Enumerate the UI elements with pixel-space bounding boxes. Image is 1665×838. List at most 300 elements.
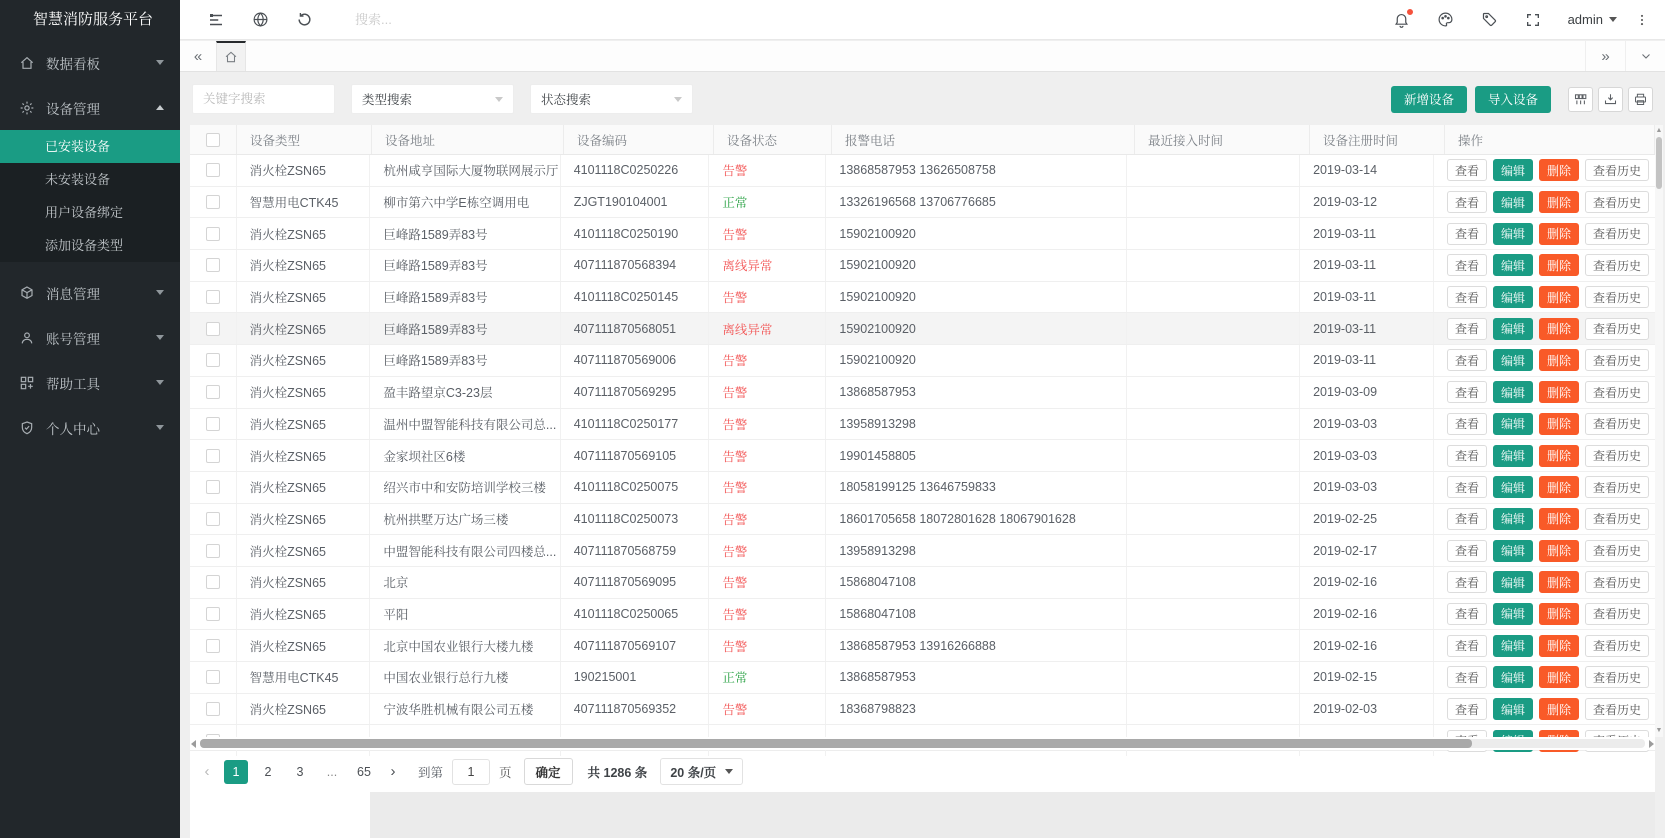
status-badge: 告警 xyxy=(722,481,748,496)
cell-device-type: 消火栓ZSN65 xyxy=(237,567,371,598)
sidebar-item-dashboard[interactable] xyxy=(0,40,180,85)
header-alarm-phone: 报警电话 xyxy=(832,125,1135,154)
table-horizontal-scrollbar[interactable] xyxy=(190,737,1655,750)
edit-button[interactable]: 编辑 xyxy=(1493,445,1533,467)
cell-register-time: 2019-03-11 xyxy=(1300,345,1434,376)
edit-button[interactable]: 编辑 xyxy=(1493,666,1533,688)
cell-device-code: 407111870569006 xyxy=(561,345,710,376)
cell-device-type: 消火栓ZSN65 xyxy=(237,250,371,281)
view-history-button[interactable]: 查看历史 xyxy=(1585,413,1649,435)
user-icon xyxy=(19,330,35,346)
view-button[interactable]: 查看 xyxy=(1447,571,1487,593)
cell-register-time: 2019-03-11 xyxy=(1300,218,1434,249)
cell-device-type: 消火栓ZSN65 xyxy=(237,472,371,503)
status-badge: 正常 xyxy=(722,671,748,686)
table-row xyxy=(190,504,1655,536)
status-badge: 离线异常 xyxy=(722,259,773,274)
cell-alarm-phone: 15902100920 xyxy=(826,218,1126,249)
sidebar-item-label: 消息管理 xyxy=(46,286,100,302)
edit-button[interactable]: 编辑 xyxy=(1493,413,1533,435)
cell-alarm-phone: 18601705658 18072801628 18067901628 xyxy=(826,504,1126,535)
delete-button[interactable]: 删除 xyxy=(1539,508,1579,530)
cell-recent-access xyxy=(1127,599,1300,630)
scroll-up-arrow-icon[interactable]: ▲ xyxy=(1655,127,1663,134)
type-search-label: 类型搜索 xyxy=(362,93,413,107)
cell-register-time: 2019-03-12 xyxy=(1300,187,1434,218)
notification-badge xyxy=(1406,8,1414,16)
table-row xyxy=(190,472,1655,504)
sidebar-item-messages[interactable] xyxy=(0,270,180,315)
view-button[interactable]: 查看 xyxy=(1447,666,1487,688)
sidebar-item-help-tools[interactable] xyxy=(0,360,180,405)
cell-device-status xyxy=(709,282,826,313)
table-row xyxy=(190,377,1655,409)
row-checkbox[interactable] xyxy=(206,290,220,304)
sidebar-item-label: 数据看板 xyxy=(46,56,100,72)
delete-button[interactable]: 删除 xyxy=(1539,540,1579,562)
cell-device-status xyxy=(709,250,826,281)
table-row xyxy=(190,218,1655,250)
delete-button[interactable]: 删除 xyxy=(1539,635,1579,657)
view-button[interactable]: 查看 xyxy=(1447,540,1487,562)
cell-actions xyxy=(1434,155,1655,186)
edit-button[interactable]: 编辑 xyxy=(1493,381,1533,403)
cell-actions xyxy=(1434,472,1655,503)
cell-device-address: 巨峰路1589弄83号 xyxy=(370,313,560,344)
row-checkbox[interactable] xyxy=(206,449,220,463)
shield-check-icon xyxy=(19,420,35,436)
table-header-row xyxy=(190,125,1655,155)
cell-device-type: 智慧用电CTK45 xyxy=(237,662,371,693)
scroll-left-arrow-icon[interactable] xyxy=(191,740,196,748)
sidebar xyxy=(0,0,180,838)
cell-device-address: 宁波华胜机械有限公司五楼 xyxy=(370,694,560,725)
cell-actions xyxy=(1434,599,1655,630)
tag-icon[interactable] xyxy=(1481,11,1498,28)
row-checkbox[interactable] xyxy=(206,639,220,653)
scrollbar-thumb[interactable] xyxy=(1656,137,1662,189)
cell-device-code: 4101118C0250145 xyxy=(561,282,710,313)
palette-icon[interactable] xyxy=(1437,11,1454,28)
cell-device-status xyxy=(709,377,826,408)
cell-device-address: 中国农业银行总行九楼 xyxy=(370,662,560,693)
view-button[interactable]: 查看 xyxy=(1447,349,1487,371)
cell-alarm-phone: 19901458805 xyxy=(826,440,1126,471)
cell-register-time: 2019-02-15 xyxy=(1300,662,1434,693)
view-history-button[interactable]: 查看历史 xyxy=(1585,191,1649,213)
delete-button[interactable]: 删除 xyxy=(1539,286,1579,308)
cell-device-status xyxy=(709,218,826,249)
collapse-menu-icon[interactable] xyxy=(207,11,225,29)
delete-button[interactable]: 删除 xyxy=(1539,381,1579,403)
cell-recent-access xyxy=(1127,662,1300,693)
view-history-button[interactable]: 查看历史 xyxy=(1585,666,1649,688)
view-history-button[interactable]: 查看历史 xyxy=(1585,223,1649,245)
cell-register-time: 2019-03-14 xyxy=(1300,155,1434,186)
cell-device-address: 杭州咸亨国际大厦物联网展示厅 xyxy=(370,155,560,186)
view-history-button[interactable]: 查看历史 xyxy=(1585,286,1649,308)
cell-device-type: 消火栓ZSN65 xyxy=(237,218,371,249)
edit-button[interactable]: 编辑 xyxy=(1493,159,1533,181)
username: admin xyxy=(1567,12,1603,27)
view-button[interactable]: 查看 xyxy=(1447,476,1487,498)
delete-button[interactable]: 删除 xyxy=(1539,603,1579,625)
sidebar-subitem[interactable]: 用户设备绑定 xyxy=(45,205,124,220)
cell-device-type: 消火栓ZSN65 xyxy=(237,504,371,535)
sidebar-item-personal[interactable] xyxy=(0,405,180,450)
edit-button[interactable]: 编辑 xyxy=(1493,254,1533,276)
cell-device-type: 消火栓ZSN65 xyxy=(237,409,371,440)
chevron-down-icon xyxy=(156,425,164,430)
sidebar-item-devices[interactable] xyxy=(0,85,180,130)
view-button[interactable]: 查看 xyxy=(1447,254,1487,276)
cell-recent-access xyxy=(1127,155,1300,186)
edit-button[interactable]: 编辑 xyxy=(1493,286,1533,308)
edit-button[interactable]: 编辑 xyxy=(1493,318,1533,340)
view-history-button[interactable]: 查看历史 xyxy=(1585,159,1649,181)
cell-actions xyxy=(1434,630,1655,661)
delete-button[interactable]: 删除 xyxy=(1539,413,1579,435)
cell-alarm-phone: 15902100920 xyxy=(826,313,1126,344)
cell-alarm-phone: 15868047108 xyxy=(826,599,1126,630)
kebab-menu-icon[interactable] xyxy=(1635,12,1649,28)
cell-device-address: 绍兴市中和安防培训学校三楼 xyxy=(370,472,560,503)
row-checkbox[interactable] xyxy=(206,607,220,621)
table-row xyxy=(190,535,1655,567)
prev-page-icon[interactable]: ‹ xyxy=(204,763,210,780)
cell-device-status xyxy=(709,187,826,218)
view-button[interactable]: 查看 xyxy=(1447,318,1487,340)
print-icon[interactable] xyxy=(1628,87,1653,112)
chevron-down-icon xyxy=(674,97,682,102)
export-icon[interactable] xyxy=(1598,87,1623,112)
row-checkbox[interactable] xyxy=(206,227,220,241)
edit-button[interactable]: 编辑 xyxy=(1493,603,1533,625)
table-row xyxy=(190,313,1655,345)
table-row xyxy=(190,567,1655,599)
edit-button[interactable]: 编辑 xyxy=(1493,508,1533,530)
goto-page-input[interactable] xyxy=(452,759,490,785)
type-search-select[interactable] xyxy=(351,84,514,114)
status-badge: 告警 xyxy=(722,291,748,306)
view-button[interactable]: 查看 xyxy=(1447,508,1487,530)
row-checkbox[interactable] xyxy=(206,575,220,589)
cell-alarm-phone: 15902100920 xyxy=(826,282,1126,313)
edit-button[interactable]: 编辑 xyxy=(1493,698,1533,720)
cell-actions xyxy=(1434,535,1655,566)
cell-register-time: 2019-03-03 xyxy=(1300,409,1434,440)
row-checkbox[interactable] xyxy=(206,417,220,431)
delete-button[interactable]: 删除 xyxy=(1539,349,1579,371)
cell-recent-access xyxy=(1127,440,1300,471)
cell-device-address: 温州中盟智能科技有限公司总... xyxy=(370,409,560,440)
view-button[interactable]: 查看 xyxy=(1447,603,1487,625)
cell-recent-access xyxy=(1127,630,1300,661)
import-device-button[interactable]: 导入设备 xyxy=(1475,86,1551,113)
table-vertical-scrollbar[interactable] xyxy=(1655,125,1663,737)
keyword-search-input[interactable] xyxy=(192,84,335,114)
scrollbar-thumb[interactable] xyxy=(200,739,1472,748)
status-badge: 告警 xyxy=(722,354,748,369)
page-button[interactable]: 2 xyxy=(264,764,272,779)
sidebar-item-accounts[interactable] xyxy=(0,315,180,360)
view-history-button[interactable]: 查看历史 xyxy=(1585,254,1649,276)
sidebar-subitem[interactable]: 未安装设备 xyxy=(45,172,111,187)
table-row xyxy=(190,630,1655,662)
main-content xyxy=(180,73,1665,838)
row-checkbox[interactable] xyxy=(206,670,220,684)
cell-actions xyxy=(1434,345,1655,376)
view-history-button[interactable]: 查看历史 xyxy=(1585,540,1649,562)
view-button[interactable]: 查看 xyxy=(1447,286,1487,308)
cell-device-type: 智慧用电CTK45 xyxy=(237,187,371,218)
cell-device-code: 407111870568394 xyxy=(561,250,710,281)
cell-actions xyxy=(1434,504,1655,535)
select-all-checkbox[interactable] xyxy=(206,133,220,147)
page-button[interactable]: 1 xyxy=(224,760,248,784)
sidebar-submenu-devices xyxy=(0,130,180,262)
row-checkbox[interactable] xyxy=(206,544,220,558)
delete-button[interactable]: 删除 xyxy=(1539,159,1579,181)
scroll-down-arrow-icon[interactable]: ▼ xyxy=(1655,727,1663,734)
columns-icon[interactable] xyxy=(1568,87,1593,112)
page-button[interactable]: 3 xyxy=(296,764,304,779)
view-button[interactable]: 查看 xyxy=(1447,223,1487,245)
cell-device-status xyxy=(709,440,826,471)
status-badge: 告警 xyxy=(722,227,748,242)
user-menu[interactable] xyxy=(1568,12,1617,27)
cell-device-code: 4101118C0250065 xyxy=(561,599,710,630)
sidebar-item-label: 设备管理 xyxy=(46,101,100,117)
cell-device-code: 407111870568051 xyxy=(561,313,710,344)
status-search-select[interactable] xyxy=(530,84,693,114)
delete-button[interactable]: 删除 xyxy=(1539,698,1579,720)
table-row xyxy=(190,440,1655,472)
status-badge: 告警 xyxy=(722,386,748,401)
cell-recent-access xyxy=(1127,472,1300,503)
table-row xyxy=(190,409,1655,441)
cell-actions xyxy=(1434,662,1655,693)
cell-device-code: 407111870568759 xyxy=(561,535,710,566)
sidebar-subitem[interactable]: 添加设备类型 xyxy=(45,238,124,253)
cell-recent-access xyxy=(1127,504,1300,535)
cell-register-time: 2019-03-03 xyxy=(1300,440,1434,471)
cell-device-status xyxy=(709,313,826,344)
add-device-button[interactable]: 新增设备 xyxy=(1391,86,1467,113)
page-button[interactable]: 65 xyxy=(357,764,371,779)
filter-bar xyxy=(190,73,1655,125)
grid-plus-icon xyxy=(19,375,35,391)
cell-alarm-phone: 15902100920 xyxy=(826,250,1126,281)
cell-recent-access xyxy=(1127,345,1300,376)
cell-register-time: 2019-02-17 xyxy=(1300,535,1434,566)
view-button[interactable]: 查看 xyxy=(1447,413,1487,435)
cell-register-time: 2019-03-09 xyxy=(1300,377,1434,408)
cell-device-status xyxy=(709,472,826,503)
delete-button[interactable]: 删除 xyxy=(1539,318,1579,340)
view-button[interactable]: 查看 xyxy=(1447,159,1487,181)
edit-button[interactable]: 编辑 xyxy=(1493,191,1533,213)
refresh-icon[interactable] xyxy=(296,11,313,28)
view-button[interactable]: 查看 xyxy=(1447,445,1487,467)
cell-device-code: 4101118C0250075 xyxy=(561,472,710,503)
cell-device-type: 消火栓ZSN65 xyxy=(237,377,371,408)
row-checkbox[interactable] xyxy=(206,512,220,526)
search-input[interactable] xyxy=(355,12,775,27)
edit-button[interactable]: 编辑 xyxy=(1493,349,1533,371)
tabs-scroll-left-icon[interactable]: « xyxy=(193,47,203,65)
cell-alarm-phone: 13958913298 xyxy=(826,409,1126,440)
header-device-type: 设备类型 xyxy=(237,125,372,154)
cell-device-status xyxy=(709,345,826,376)
view-history-button[interactable]: 查看历史 xyxy=(1585,476,1649,498)
cell-device-type: 消火栓ZSN65 xyxy=(237,313,371,344)
cell-device-status xyxy=(709,504,826,535)
footer-strip xyxy=(190,792,1655,838)
edit-button[interactable]: 编辑 xyxy=(1493,571,1533,593)
cell-device-status xyxy=(709,409,826,440)
view-button[interactable]: 查看 xyxy=(1447,635,1487,657)
status-badge: 告警 xyxy=(722,576,748,591)
cell-device-address: 平阳 xyxy=(370,599,560,630)
cell-device-status xyxy=(709,694,826,725)
view-history-button[interactable]: 查看历史 xyxy=(1585,349,1649,371)
cell-alarm-phone: 13868587953 xyxy=(826,662,1126,693)
package-icon xyxy=(19,285,35,301)
cell-register-time: 2019-02-03 xyxy=(1300,694,1434,725)
cell-recent-access xyxy=(1127,377,1300,408)
view-history-button[interactable]: 查看历史 xyxy=(1585,698,1649,720)
cell-device-address: 柳市第六中学E栋空调用电 xyxy=(370,187,560,218)
delete-button[interactable]: 删除 xyxy=(1539,445,1579,467)
view-history-button[interactable]: 查看历史 xyxy=(1585,603,1649,625)
total-count-label: 共 1286 条 xyxy=(587,765,648,780)
cell-device-address: 北京中国农业银行大楼九楼 xyxy=(370,630,560,661)
tabs-scroll-right-icon[interactable]: » xyxy=(1585,41,1625,71)
delete-button[interactable]: 删除 xyxy=(1539,254,1579,276)
tabs-menu-icon[interactable] xyxy=(1625,41,1665,71)
chevron-down-icon xyxy=(725,769,733,774)
row-checkbox[interactable] xyxy=(206,258,220,272)
delete-button[interactable]: 删除 xyxy=(1539,223,1579,245)
delete-button[interactable]: 删除 xyxy=(1539,476,1579,498)
cell-device-type: 消火栓ZSN65 xyxy=(237,599,371,630)
tab-bar xyxy=(180,41,1665,72)
cell-recent-access xyxy=(1127,187,1300,218)
cell-alarm-phone: 13868587953 13626508758 xyxy=(826,155,1126,186)
cell-device-status xyxy=(709,567,826,598)
view-button[interactable]: 查看 xyxy=(1447,698,1487,720)
view-button[interactable]: 查看 xyxy=(1447,191,1487,213)
cell-device-address: 盈丰路望京C3-23层 xyxy=(370,377,560,408)
sidebar-subitem[interactable]: 已安装设备 xyxy=(0,130,180,163)
status-badge: 告警 xyxy=(722,512,748,527)
next-page-icon[interactable]: › xyxy=(390,763,396,780)
cell-device-code: 4101118C0250073 xyxy=(561,504,710,535)
edit-button[interactable]: 编辑 xyxy=(1493,476,1533,498)
view-history-button[interactable]: 查看历史 xyxy=(1585,445,1649,467)
cell-alarm-phone: 18368798823 xyxy=(826,694,1126,725)
cell-recent-access xyxy=(1127,409,1300,440)
page-ellipsis: ... xyxy=(326,764,338,779)
cell-actions xyxy=(1434,694,1655,725)
cell-device-address: 北京 xyxy=(370,567,560,598)
edit-button[interactable]: 编辑 xyxy=(1493,223,1533,245)
edit-button[interactable]: 编辑 xyxy=(1493,540,1533,562)
cell-device-status xyxy=(709,662,826,693)
delete-button[interactable]: 删除 xyxy=(1539,191,1579,213)
view-history-button[interactable]: 查看历史 xyxy=(1585,381,1649,403)
status-badge: 告警 xyxy=(722,544,748,559)
row-checkbox[interactable] xyxy=(206,195,220,209)
cell-device-code: 407111870569107 xyxy=(561,630,710,661)
status-badge: 告警 xyxy=(722,449,748,464)
status-badge: 告警 xyxy=(722,164,748,179)
cell-recent-access xyxy=(1127,694,1300,725)
table-row xyxy=(190,250,1655,282)
cell-device-type: 消火栓ZSN65 xyxy=(237,155,371,186)
edit-button[interactable]: 编辑 xyxy=(1493,635,1533,657)
row-checkbox[interactable] xyxy=(206,702,220,716)
view-history-button[interactable]: 查看历史 xyxy=(1585,635,1649,657)
row-checkbox[interactable] xyxy=(206,163,220,177)
table-row xyxy=(190,694,1655,726)
goto-page-label: 到第 xyxy=(418,765,444,780)
view-button[interactable]: 查看 xyxy=(1447,381,1487,403)
pagination-bar xyxy=(190,750,1655,792)
cell-device-address: 巨峰路1589弄83号 xyxy=(370,345,560,376)
globe-icon[interactable] xyxy=(252,11,269,28)
sidebar-item-label: 个人中心 xyxy=(46,421,100,437)
cell-recent-access xyxy=(1127,535,1300,566)
cell-device-status xyxy=(709,630,826,661)
view-history-button[interactable]: 查看历史 xyxy=(1585,571,1649,593)
cell-register-time: 2019-03-11 xyxy=(1300,282,1434,313)
status-badge: 告警 xyxy=(722,607,748,622)
page-unit-label: 页 xyxy=(499,765,512,780)
delete-button[interactable]: 删除 xyxy=(1539,666,1579,688)
cell-register-time: 2019-02-16 xyxy=(1300,567,1434,598)
table-row xyxy=(190,187,1655,219)
cell-actions xyxy=(1434,250,1655,281)
bell-icon[interactable] xyxy=(1393,11,1410,28)
view-history-button[interactable]: 查看历史 xyxy=(1585,508,1649,530)
delete-button[interactable]: 删除 xyxy=(1539,571,1579,593)
goto-confirm-button[interactable]: 确定 xyxy=(524,758,573,785)
header-register-time: 设备注册时间 xyxy=(1310,125,1445,154)
cell-register-time: 2019-02-25 xyxy=(1300,504,1434,535)
row-checkbox[interactable] xyxy=(206,353,220,367)
row-checkbox[interactable] xyxy=(206,322,220,336)
scroll-right-arrow-icon[interactable] xyxy=(1649,740,1654,748)
chevron-down-icon xyxy=(156,380,164,385)
sidebar-item-label: 账号管理 xyxy=(46,331,100,347)
tab-home[interactable] xyxy=(216,41,246,71)
row-checkbox[interactable] xyxy=(206,385,220,399)
fullscreen-icon[interactable] xyxy=(1525,12,1541,28)
page-size-select[interactable] xyxy=(660,758,743,785)
cell-register-time: 2019-03-11 xyxy=(1300,313,1434,344)
cell-alarm-phone: 13868587953 xyxy=(826,377,1126,408)
view-history-button[interactable]: 查看历史 xyxy=(1585,318,1649,340)
gear-icon xyxy=(19,100,35,116)
cell-device-address: 杭州拱墅万达广场三楼 xyxy=(370,504,560,535)
table-row xyxy=(190,599,1655,631)
cell-register-time: 2019-02-16 xyxy=(1300,630,1434,661)
row-checkbox[interactable] xyxy=(206,480,220,494)
cell-device-address: 巨峰路1589弄83号 xyxy=(370,282,560,313)
chevron-down-icon xyxy=(156,60,164,65)
